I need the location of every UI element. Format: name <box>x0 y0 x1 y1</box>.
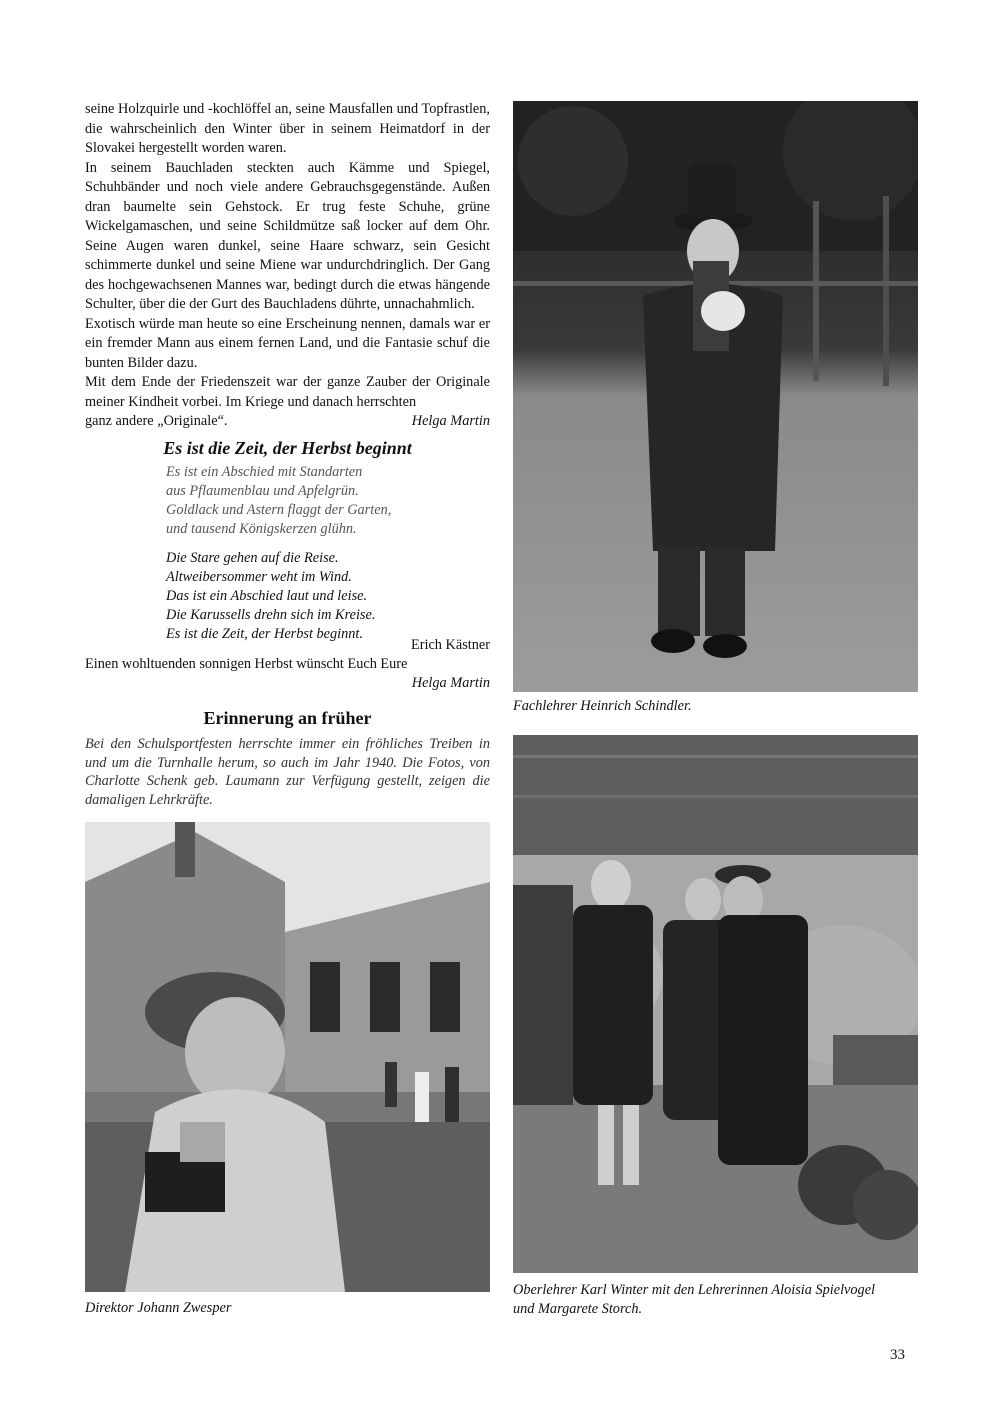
page-number: 33 <box>890 1347 905 1363</box>
poem-line: Die Stare gehen auf die Reise. <box>166 550 339 566</box>
closing-text: ganz andere „Originale“. <box>85 413 228 429</box>
caption-winter <box>513 1281 933 1319</box>
photo-winter <box>513 735 918 1273</box>
caption-winter-line: Oberlehrer Karl Winter mit den Lehrerinnen Aloisia Spielvogel <box>513 1282 876 1298</box>
paragraph: In seinem Bauchladen steckten auch Kämme und Spiegel, Schuhbänder und noch viele andere Gebrauchsgegenstände. Außen dran baumelte sein Gehstock. Er trug feste Schuhe, grüne Wickelgamaschen, und seine Schildmütze saß locker auf dem Ohr. Seine Augen waren dunkel, seine Haare schwarz, sein Gesicht schimmerte dunkel und seine Miene war undurchdringlich. Der Gang des hochgewachsenen Mannes war, bedingt durch die etwas hängende Schulter, über die der Gurt des Bauchladens dührte, unnachahmlich. <box>85 159 490 312</box>
article-signature: Helga Martin <box>411 413 490 429</box>
poem-line: und tausend Königskerzen glühn. <box>166 521 357 537</box>
photo-zwesper-image <box>85 822 490 1292</box>
paragraph: Exotisch würde man heute so eine Erscheinung nennen, damals war er ein fremder Mann aus einem fernen Land, und die Fantasie schuf die bunten Bilder dazu. <box>85 315 490 371</box>
photo-winter-image <box>513 735 918 1273</box>
article-text <box>85 100 490 432</box>
poem-line: aus Pflaumenblau und Apfelgrün. <box>166 483 359 499</box>
poem-title: Es ist die Zeit, der Herbst beginnt <box>163 438 412 458</box>
poem-line: Altweibersommer weht im Wind. <box>166 569 352 585</box>
caption-zwesper: Direktor Johann Zwesper <box>85 1300 232 1316</box>
paragraph: seine Holzquirle und -kochlöffel an, seine Mausfallen und Topfrastlen, die wahrscheinlich den Winter über in seinem Heimatdorf in der Slovakei hergestellt worden waren. <box>85 101 490 156</box>
poem-line: Es ist die Zeit, der Herbst beginnt. <box>166 626 363 642</box>
poem-line: Die Karussells drehn sich im Kreise. <box>166 607 376 623</box>
autumn-wish: Einen wohltuenden sonnigen Herbst wünscht Euch Eure <box>85 656 408 672</box>
closing-line <box>85 412 490 432</box>
section-title: Erinnerung an früher <box>203 708 372 728</box>
photo-schindler-image <box>513 101 918 692</box>
caption-schindler: Fachlehrer Heinrich Schindler. <box>513 698 692 714</box>
poem-stanza <box>166 463 490 539</box>
section-intro: Bei den Schulsportfesten herrschte immer ein fröhliches Treiben in und um die Turnhalle herum, so auch im Jahr 1940. Die Fotos, von Charlotte Schenk geb. Laumann zur Verfügung gestellt, zeigen die damaligen Lehrkräfte. <box>85 736 490 808</box>
poem <box>166 463 490 654</box>
photo-zwesper <box>85 822 490 1292</box>
poem-line: Es ist ein Abschied mit Standarten <box>166 464 363 480</box>
poem-line: Goldlack und Astern flaggt der Garten, <box>166 502 392 518</box>
paragraph: Mit dem Ende der Friedenszeit war der ganze Zauber der Originale meiner Kindheit vorbei. Im Kriege und danach herrschten <box>85 374 490 410</box>
wish-signature: Helga Martin <box>411 675 490 691</box>
poem-author: Erich Kästner <box>411 637 490 653</box>
poem-line: Das ist ein Abschied laut und leise. <box>166 588 368 604</box>
poem-stanza <box>166 549 490 644</box>
photo-schindler <box>513 101 918 692</box>
caption-winter-line: und Margarete Storch. <box>513 1301 643 1317</box>
